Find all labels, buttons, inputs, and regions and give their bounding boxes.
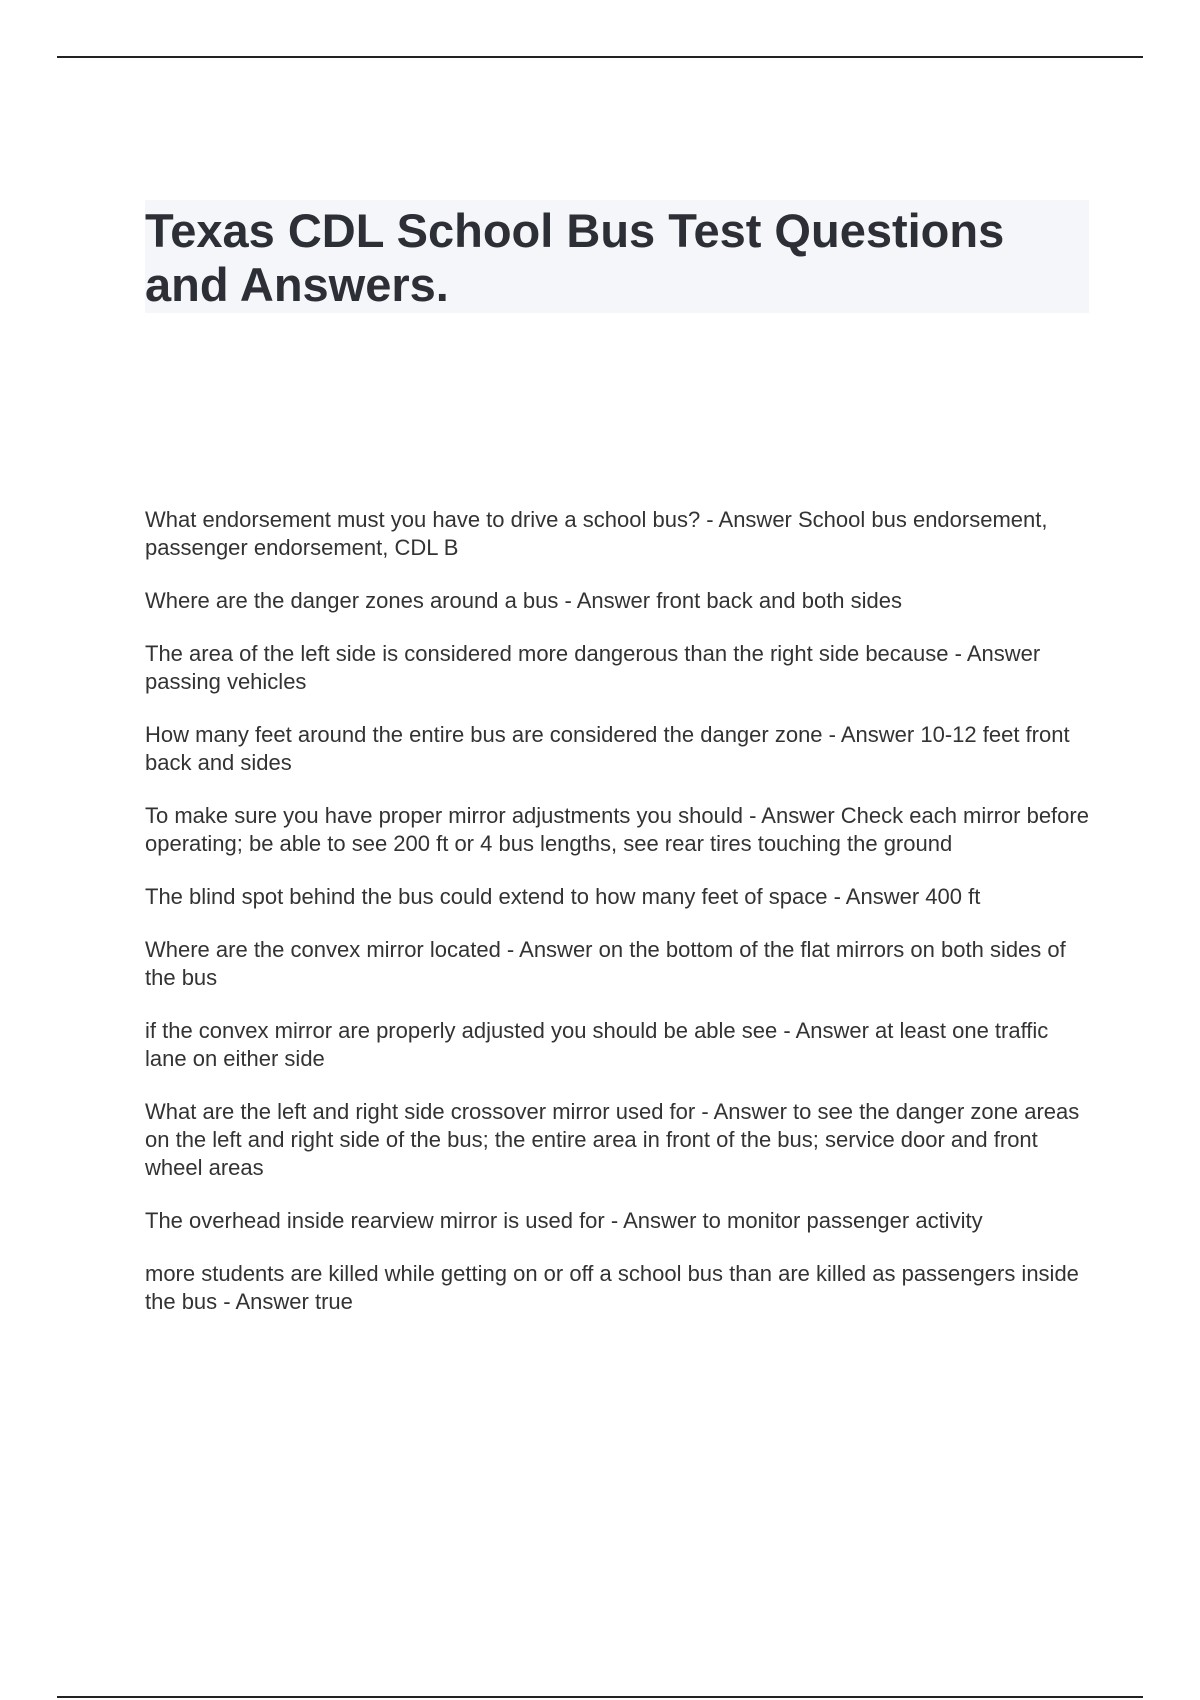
qa-item: if the convex mirror are properly adjusted you should be able see - Answer at least one traffic lane on either side [145,1018,1049,1071]
qa-item: What endorsement must you have to drive a school bus? - Answer School bus endorsement, passenger endorsement, CDL B [145,507,1048,560]
qa-item: more students are killed while getting on or off a school bus than are killed as passengers inside the bus - Answer true [145,1261,1079,1314]
title-banner [145,200,1089,313]
qa-item: How many feet around the entire bus are considered the danger zone - Answer 10-12 feet front back and sides [145,722,1070,775]
qa-item: The area of the left side is considered more dangerous than the right side because - Answer passing vehicles [145,641,1041,694]
header-rule [57,56,1143,58]
qa-item: Where are the convex mirror located - Answer on the bottom of the flat mirrors on both sides of the bus [145,937,1066,990]
footer-rule [57,1696,1143,1698]
document-title: Texas CDL School Bus Test Questions and Answers. [145,204,1005,311]
qa-item: The overhead inside rearview mirror is used for - Answer to monitor passenger activity [145,1208,983,1233]
qa-item: Where are the danger zones around a bus - Answer front back and both sides [145,588,903,613]
qa-item: What are the left and right side crossover mirror used for - Answer to see the danger zone areas on the left and right side of the bus; the entire area in front of the bus; service door and front wheel areas [145,1099,1080,1180]
qa-item: To make sure you have proper mirror adjustments you should - Answer Check each mirror before operating; be able to see 200 ft or 4 bus lengths, see rear tires touching the ground [145,803,1089,856]
qa-list [145,506,1095,1341]
qa-item: The blind spot behind the bus could extend to how many feet of space - Answer 400 ft [145,884,981,909]
